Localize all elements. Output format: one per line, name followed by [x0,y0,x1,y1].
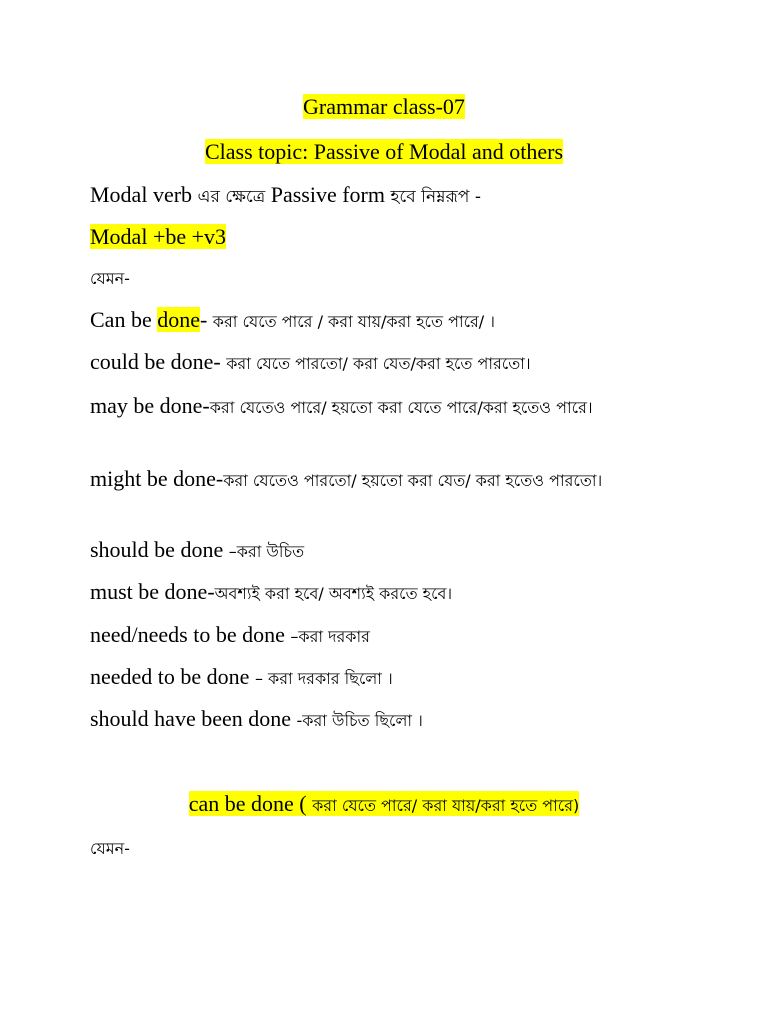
formula-highlight: Modal +be +v3 [90,224,227,249]
example-label-2 [90,832,728,864]
row-might-en: might be done- [90,466,224,491]
row-need-en: need/needs to be done [90,622,291,647]
example-label-2-text: যেমন- [90,839,130,858]
row-should-have-en: should have been done [90,706,297,731]
row-could-en: could be done- [90,349,227,374]
row-could-bn: করা যেতে পারতো/ করা যেত/করা হতে পারতো। [226,354,531,373]
title-highlight: Grammar class-07 [303,94,465,119]
row-should-be-done [90,535,728,567]
section-heading-en: can be done ( [188,791,313,816]
class-topic [0,137,768,167]
row-should-have-been-done [90,704,728,736]
topic-highlight: Class topic: Passive of Modal and others [204,139,564,164]
formula-line [90,222,728,252]
row-should-have-bn: -করা উচিত ছিলো । [296,711,423,730]
row-need-to-be-done [90,620,728,652]
intro-line [90,180,728,212]
section-heading-bn: করা যেতে পারে/ করা যায়/করা হতে পারে) [312,796,580,815]
section-heading-highlight [189,791,580,816]
row-can-en-b: - [199,307,213,332]
page-title [0,92,768,122]
row-might-be-done [90,462,728,497]
intro-bn-2: হবে নিম্নরূপ - [390,187,481,207]
example-label [90,262,728,294]
row-should-bn: –করা উচিত [228,542,305,561]
section-heading-can-be-done [0,789,768,821]
row-must-be-done [90,577,728,609]
row-might-bn: করা যেতেও পারতো/ হয়তো করা যেত/ করা হতেও পারতো। [223,471,603,490]
intro-en-1: Modal verb [90,182,198,207]
row-must-bn: অবশ্যই করা হবে/ অবশ্যই করতে হবে। [214,584,453,603]
row-needed-en: needed to be done [90,664,255,689]
row-could-be-done [90,347,728,379]
row-may-en: may be done- [90,393,210,418]
row-may-be-done [90,389,728,424]
row-needed-bn: – করা দরকার ছিলো । [254,669,393,688]
row-can-bn: করা যেতে পারে / করা যায়/করা হতে পারে/ । [212,312,496,331]
row-can-be-done [90,305,728,337]
row-needed-to-be-done [90,662,728,694]
intro-bn-1: এর ক্ষেত্রে [197,187,266,207]
row-may-bn: করা যেতেও পারে/ হয়তো করা যেতে পারে/করা হতেও পারে। [209,398,593,417]
row-should-en: should be done [90,537,229,562]
row-can-en-highlight: done [157,307,200,332]
intro-en-2: Passive form [265,182,391,207]
row-can-en-a: Can be [90,307,158,332]
row-must-en: must be done- [90,579,215,604]
example-label-text: যেমন- [90,269,130,288]
row-need-bn: –করা দরকার [290,627,370,646]
